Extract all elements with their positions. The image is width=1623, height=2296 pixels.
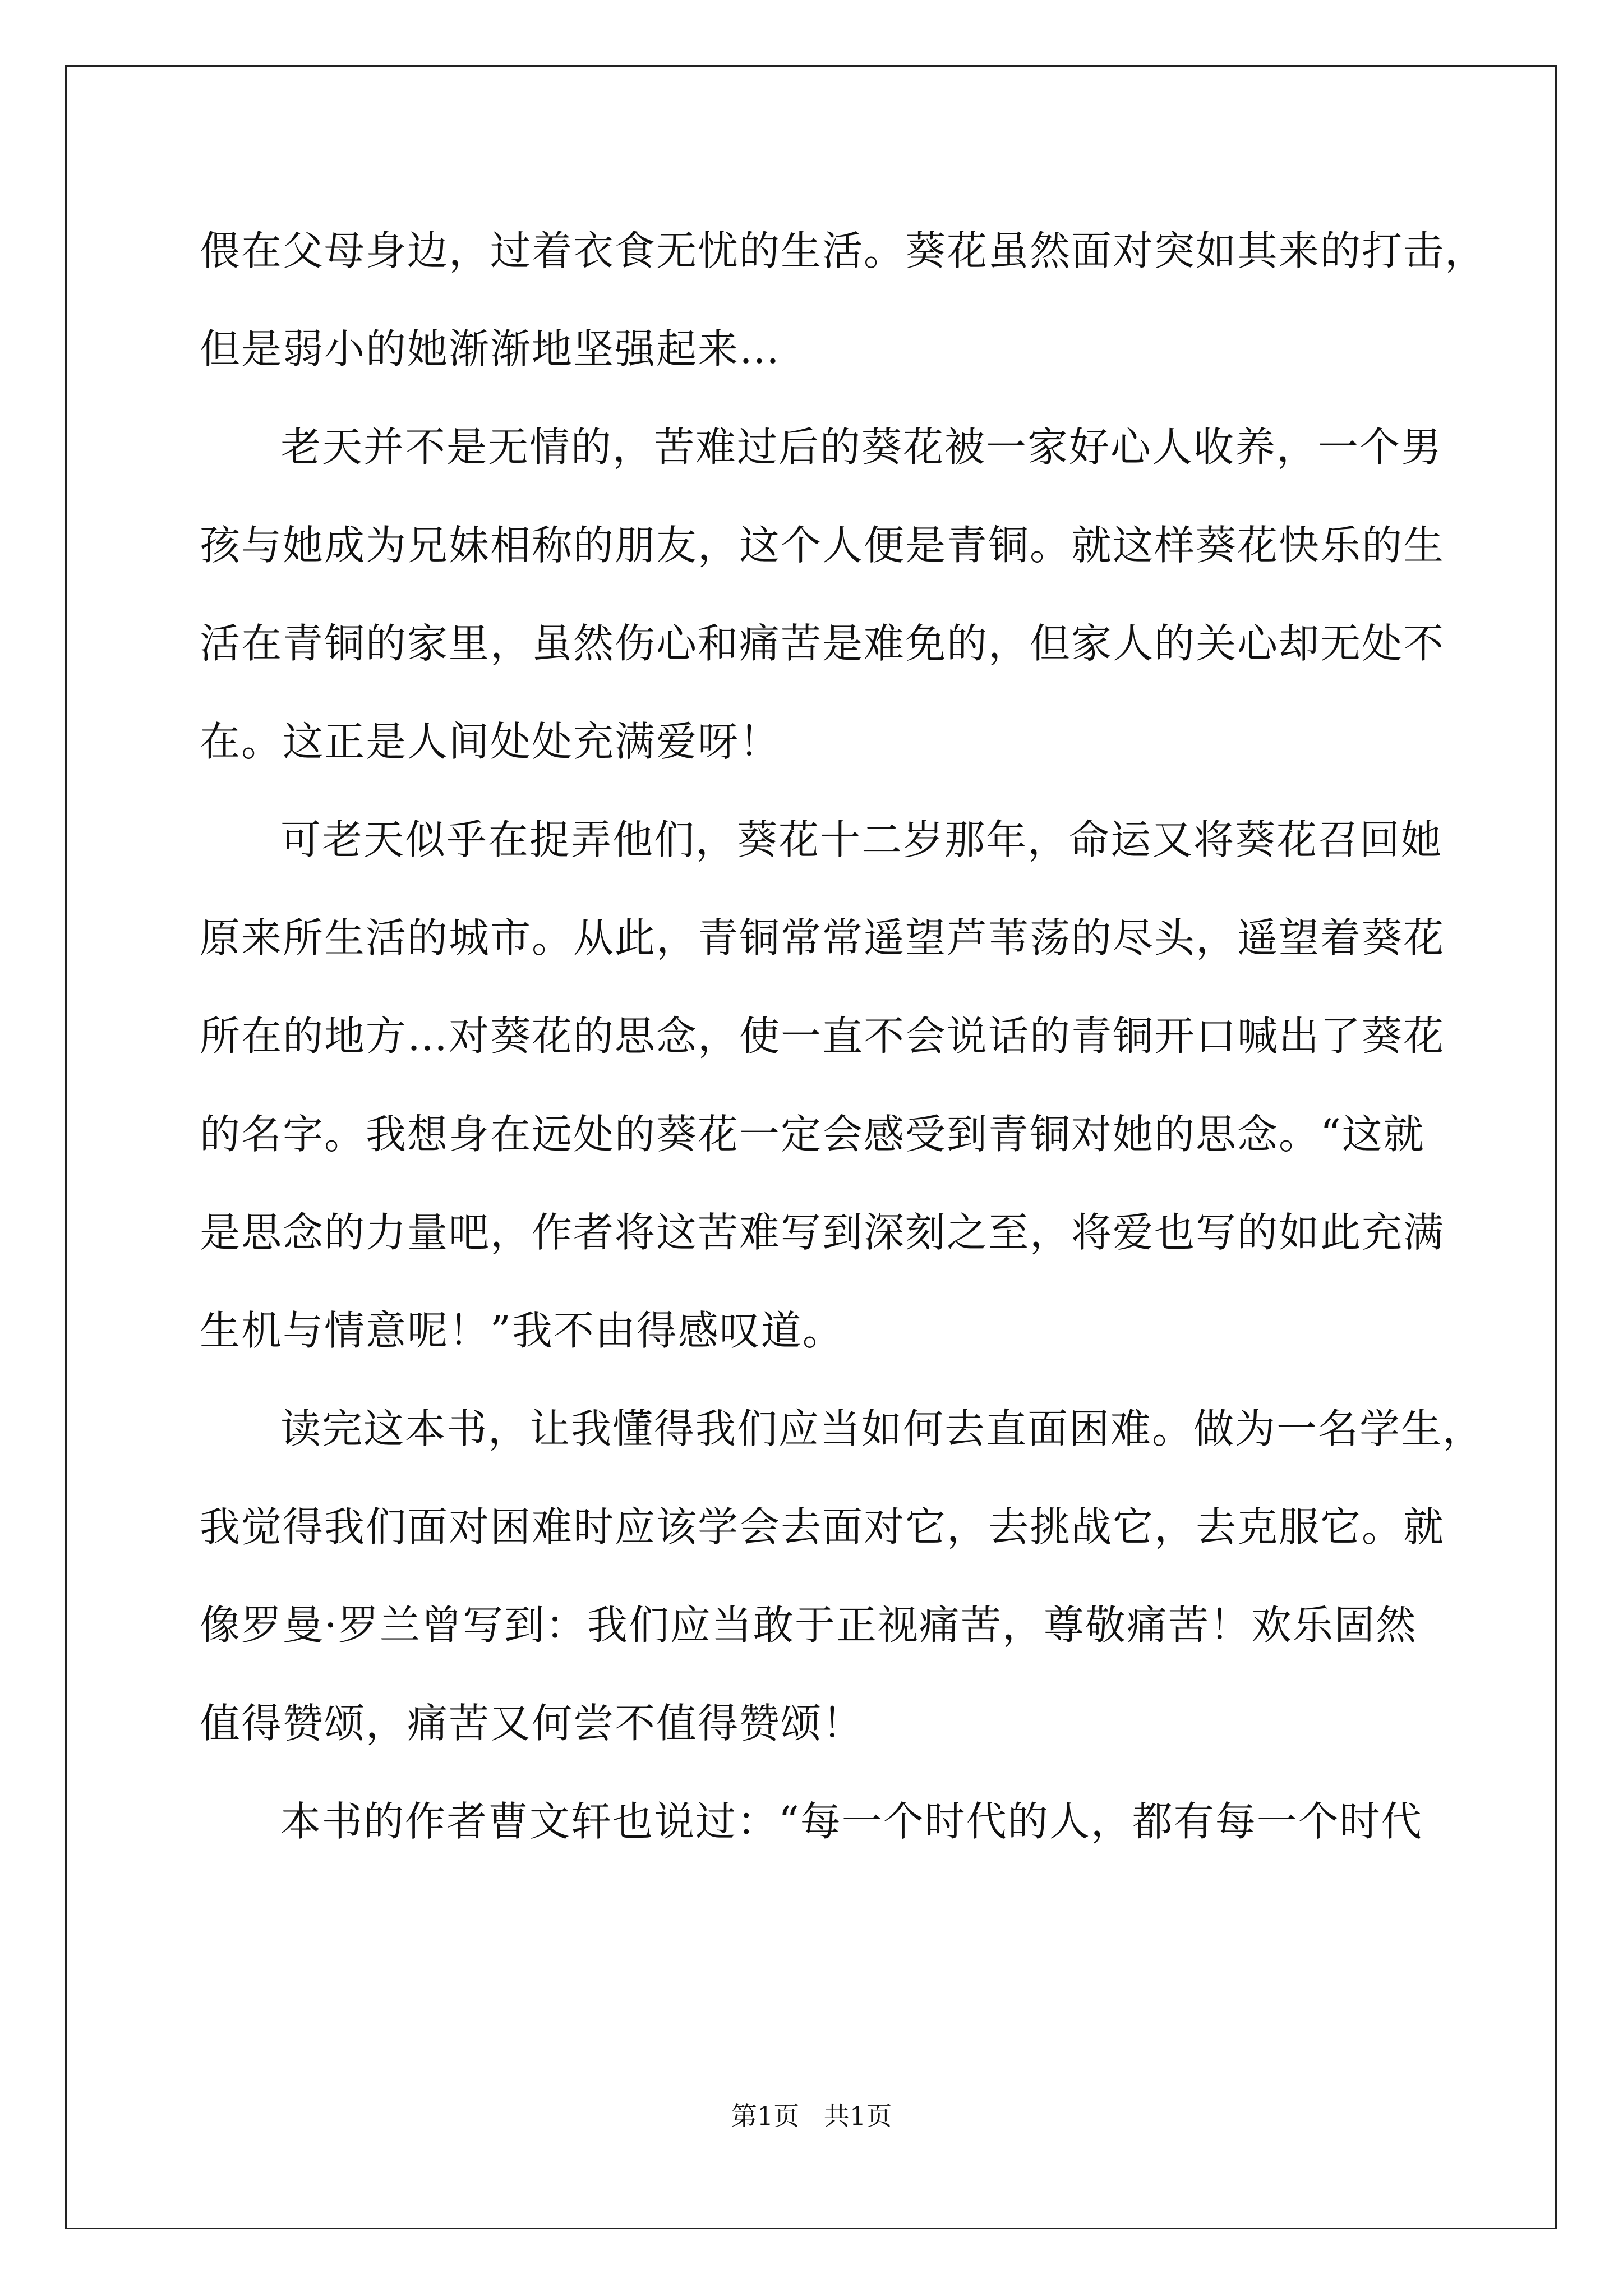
text-line: 老天并不是无情的，苦难过后的葵花被一家好心人收养，一个男: [280, 424, 1443, 471]
text-line: 是思念的力量吧，作者将这苦难写到深刻之至，将爱也写的如此充满: [200, 1209, 1445, 1256]
text-line: 本书的作者曹文轩也说过：“每一个时代的人，都有每一个时代: [280, 1798, 1423, 1845]
page-number-footer: 第1页 共1页: [731, 2101, 892, 2131]
text-line: 但是弱小的她渐渐地坚强起来…: [200, 325, 781, 372]
text-line: 所在的地方…对葵花的思念，使一直不会说话的青铜开口喊出了葵花: [200, 1013, 1445, 1060]
text-line: 在。这正是人间处处充满爱呀！: [200, 718, 781, 765]
text-line: 孩与她成为兄妹相称的朋友，这个人便是青铜。就这样葵花快乐的生: [200, 522, 1445, 569]
paragraph-5: [200, 1773, 1433, 1871]
text-line: 我觉得我们面对困难时应该学会去面对它，去挑战它，去克服它。就: [200, 1503, 1445, 1550]
paragraph-4: [200, 1380, 1484, 1773]
text-line: 活在青铜的家里，虽然伤心和痛苦是难免的，但家人的关心却无处不: [200, 620, 1445, 667]
text-line: 像罗曼·罗兰曾写到：我们应当敢于正视痛苦，尊敬痛苦！欢乐固然: [200, 1602, 1417, 1649]
text-line: 的名字。我想身在远处的葵花一定会感受到青铜对她的思念。“这就: [200, 1111, 1425, 1158]
text-line: 生机与情意呢！”我不由得感叹道。: [200, 1307, 844, 1354]
text-line: 读完这本书，让我懂得我们应当如何去直面困难。做为一名学生，: [280, 1405, 1484, 1452]
paragraph-2: [200, 398, 1445, 791]
paragraph-1: [200, 202, 1487, 398]
text-line: 偎在父母身边，过着衣食无忧的生活。葵花虽然面对突如其来的打击，: [200, 227, 1487, 274]
text-line: 可老天似乎在捉弄他们，葵花十二岁那年，命运又将葵花召回她: [280, 816, 1443, 863]
document-body: [200, 202, 1487, 1871]
text-line: 原来所生活的城市。从此，青铜常常遥望芦苇荡的尽头，遥望着葵花: [200, 914, 1445, 961]
text-line: 值得赞颂，痛苦又何尝不值得赞颂！: [200, 1700, 864, 1747]
paragraph-3: [200, 791, 1445, 1380]
